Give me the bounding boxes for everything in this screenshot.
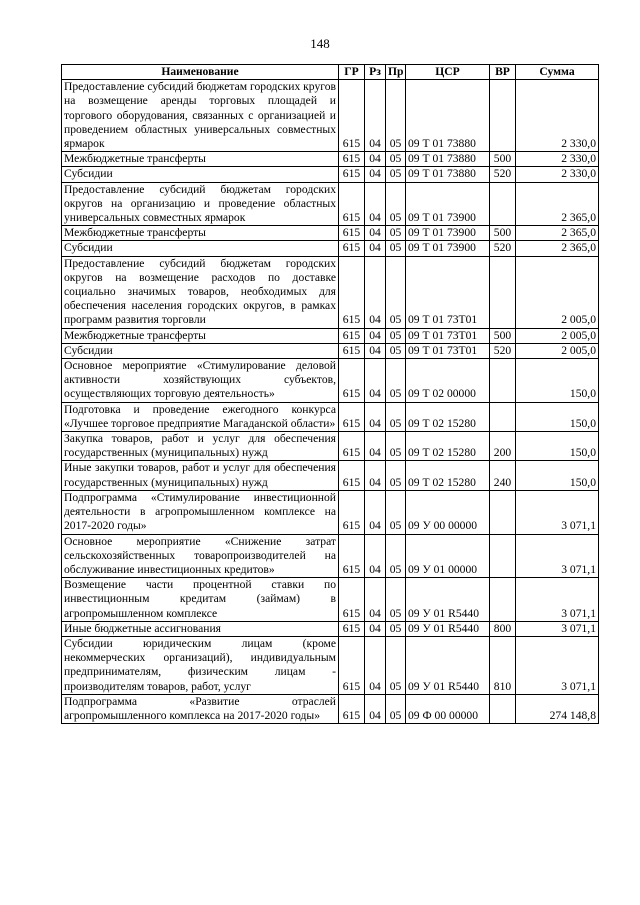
cell-csr: 09 Т 01 73900 bbox=[406, 226, 490, 241]
cell-rz: 04 bbox=[365, 359, 386, 403]
cell-pr: 05 bbox=[386, 534, 406, 578]
cell-name: Предоставление субсидий бюджетам городских округов на организацию и проведение областных универсальных совместных ярмарок bbox=[62, 182, 339, 226]
cell-name: Основное мероприятие «Стимулирование деловой активности хозяйствующих субъектов, осуществляющих торговую деятельность» bbox=[62, 359, 339, 403]
cell-rz: 04 bbox=[365, 80, 386, 152]
cell-name: Предоставление субсидий бюджетам городских кругов на возмещение аренды торговых площадей и торгового оборудования, связанных с организацией и проведением областных универсальных совместных ярмарок bbox=[62, 80, 339, 152]
cell-rz: 04 bbox=[365, 636, 386, 694]
cell-sum: 3 071,1 bbox=[516, 636, 599, 694]
page-number: 148 bbox=[310, 36, 330, 51]
cell-gr: 615 bbox=[339, 256, 365, 328]
cell-csr: 09 Т 01 73880 bbox=[406, 80, 490, 152]
cell-sum: 150,0 bbox=[516, 461, 599, 490]
cell-rz: 04 bbox=[365, 241, 386, 256]
table-row bbox=[62, 694, 599, 723]
cell-rz: 04 bbox=[365, 578, 386, 622]
cell-gr: 615 bbox=[339, 182, 365, 226]
cell-pr: 05 bbox=[386, 621, 406, 636]
table-row bbox=[62, 167, 599, 182]
table-row bbox=[62, 621, 599, 636]
cell-pr: 05 bbox=[386, 226, 406, 241]
cell-gr: 615 bbox=[339, 80, 365, 152]
cell-vr bbox=[490, 490, 516, 534]
cell-name: Межбюджетные трансферты bbox=[62, 328, 339, 343]
cell-pr: 05 bbox=[386, 182, 406, 226]
cell-csr: 09 У 00 00000 bbox=[406, 490, 490, 534]
table-row bbox=[62, 578, 599, 622]
cell-csr: 09 Т 01 73Т01 bbox=[406, 343, 490, 358]
cell-sum: 2 330,0 bbox=[516, 80, 599, 152]
cell-name: Подпрограмма «Развитие отраслей агропромышленного комплекса на 2017-2020 годы» bbox=[62, 694, 339, 723]
table-row bbox=[62, 80, 599, 152]
cell-vr: 500 bbox=[490, 226, 516, 241]
cell-name: Основное мероприятие «Снижение затрат сельскохозяйственных товаропроизводителей на обслуживание инвестиционных кредитов» bbox=[62, 534, 339, 578]
cell-gr: 615 bbox=[339, 152, 365, 167]
budget-table bbox=[61, 64, 599, 724]
table-row bbox=[62, 241, 599, 256]
cell-rz: 04 bbox=[365, 182, 386, 226]
cell-vr: 520 bbox=[490, 241, 516, 256]
table-row bbox=[62, 461, 599, 490]
header-name: Наименование bbox=[62, 65, 339, 80]
cell-sum: 2 005,0 bbox=[516, 343, 599, 358]
cell-csr: 09 У 01 00000 bbox=[406, 534, 490, 578]
cell-gr: 615 bbox=[339, 490, 365, 534]
cell-rz: 04 bbox=[365, 226, 386, 241]
cell-name: Межбюджетные трансферты bbox=[62, 226, 339, 241]
cell-name: Субсидии bbox=[62, 167, 339, 182]
cell-csr: 09 У 01 R5440 bbox=[406, 636, 490, 694]
cell-vr bbox=[490, 534, 516, 578]
cell-sum: 150,0 bbox=[516, 432, 599, 461]
header-pr: Пр bbox=[386, 65, 406, 80]
cell-vr: 500 bbox=[490, 328, 516, 343]
cell-pr: 05 bbox=[386, 241, 406, 256]
cell-vr bbox=[490, 402, 516, 431]
table-row bbox=[62, 152, 599, 167]
cell-sum: 3 071,1 bbox=[516, 490, 599, 534]
table-row bbox=[62, 256, 599, 328]
header-csr: ЦСР bbox=[406, 65, 490, 80]
cell-rz: 04 bbox=[365, 490, 386, 534]
cell-gr: 615 bbox=[339, 343, 365, 358]
table-row bbox=[62, 402, 599, 431]
cell-name: Закупка товаров, работ и услуг для обеспечения государственных (муниципальных) нужд bbox=[62, 432, 339, 461]
cell-sum: 2 365,0 bbox=[516, 226, 599, 241]
cell-gr: 615 bbox=[339, 694, 365, 723]
table-row bbox=[62, 182, 599, 226]
cell-sum: 2 365,0 bbox=[516, 241, 599, 256]
table-row bbox=[62, 359, 599, 403]
cell-vr bbox=[490, 80, 516, 152]
cell-pr: 05 bbox=[386, 402, 406, 431]
cell-csr: 09 Т 01 73900 bbox=[406, 182, 490, 226]
cell-sum: 150,0 bbox=[516, 359, 599, 403]
cell-vr bbox=[490, 578, 516, 622]
cell-pr: 05 bbox=[386, 80, 406, 152]
cell-csr: 09 У 01 R5440 bbox=[406, 578, 490, 622]
cell-pr: 05 bbox=[386, 461, 406, 490]
cell-name: Иные бюджетные ассигнования bbox=[62, 621, 339, 636]
cell-csr: 09 Ф 00 00000 bbox=[406, 694, 490, 723]
cell-sum: 3 071,1 bbox=[516, 534, 599, 578]
cell-sum: 150,0 bbox=[516, 402, 599, 431]
cell-gr: 615 bbox=[339, 328, 365, 343]
cell-csr: 09 Т 02 15280 bbox=[406, 402, 490, 431]
cell-name: Субсидии юридическим лицам (кроме некоммерческих организаций), индивидуальным предпринимателям, физическим лицам - производителям товаров, работ, услуг bbox=[62, 636, 339, 694]
cell-gr: 615 bbox=[339, 534, 365, 578]
cell-csr: 09 У 01 R5440 bbox=[406, 621, 490, 636]
cell-sum: 3 071,1 bbox=[516, 621, 599, 636]
table-row bbox=[62, 343, 599, 358]
cell-pr: 05 bbox=[386, 359, 406, 403]
cell-name: Возмещение части процентной ставки по инвестиционным кредитам (займам) в агропромышленном комплексе bbox=[62, 578, 339, 622]
cell-csr: 09 Т 01 73Т01 bbox=[406, 328, 490, 343]
cell-pr: 05 bbox=[386, 152, 406, 167]
cell-gr: 615 bbox=[339, 636, 365, 694]
cell-sum: 2 330,0 bbox=[516, 152, 599, 167]
cell-gr: 615 bbox=[339, 621, 365, 636]
header-sum: Сумма bbox=[516, 65, 599, 80]
cell-rz: 04 bbox=[365, 621, 386, 636]
cell-gr: 615 bbox=[339, 359, 365, 403]
cell-name: Подготовка и проведение ежегодного конкурса «Лучшее торговое предприятие Магаданской области» bbox=[62, 402, 339, 431]
cell-vr: 500 bbox=[490, 152, 516, 167]
cell-vr: 520 bbox=[490, 343, 516, 358]
cell-vr: 200 bbox=[490, 432, 516, 461]
cell-pr: 05 bbox=[386, 490, 406, 534]
cell-name: Межбюджетные трансферты bbox=[62, 152, 339, 167]
cell-gr: 615 bbox=[339, 461, 365, 490]
cell-name: Субсидии bbox=[62, 241, 339, 256]
cell-gr: 615 bbox=[339, 432, 365, 461]
table-row bbox=[62, 328, 599, 343]
cell-pr: 05 bbox=[386, 432, 406, 461]
cell-csr: 09 Т 01 73880 bbox=[406, 167, 490, 182]
cell-sum: 2 365,0 bbox=[516, 182, 599, 226]
cell-pr: 05 bbox=[386, 343, 406, 358]
cell-vr: 800 bbox=[490, 621, 516, 636]
cell-rz: 04 bbox=[365, 534, 386, 578]
cell-sum: 3 071,1 bbox=[516, 578, 599, 622]
cell-sum: 2 005,0 bbox=[516, 256, 599, 328]
cell-csr: 09 Т 02 15280 bbox=[406, 461, 490, 490]
cell-gr: 615 bbox=[339, 226, 365, 241]
header-rz: Рз bbox=[365, 65, 386, 80]
cell-csr: 09 Т 02 00000 bbox=[406, 359, 490, 403]
cell-csr: 09 Т 01 73Т01 bbox=[406, 256, 490, 328]
cell-sum: 274 148,8 bbox=[516, 694, 599, 723]
cell-pr: 05 bbox=[386, 636, 406, 694]
cell-rz: 04 bbox=[365, 167, 386, 182]
header-vr: ВР bbox=[490, 65, 516, 80]
table-row bbox=[62, 432, 599, 461]
cell-pr: 05 bbox=[386, 328, 406, 343]
cell-gr: 615 bbox=[339, 578, 365, 622]
cell-sum: 2 005,0 bbox=[516, 328, 599, 343]
cell-vr bbox=[490, 359, 516, 403]
table-row bbox=[62, 490, 599, 534]
cell-vr: 520 bbox=[490, 167, 516, 182]
cell-pr: 05 bbox=[386, 256, 406, 328]
cell-gr: 615 bbox=[339, 241, 365, 256]
cell-rz: 04 bbox=[365, 402, 386, 431]
cell-gr: 615 bbox=[339, 167, 365, 182]
cell-name: Подпрограмма «Стимулирование инвестиционной деятельности в агропромышленном комплексе на 2017-2020 годы» bbox=[62, 490, 339, 534]
cell-csr: 09 Т 01 73880 bbox=[406, 152, 490, 167]
cell-vr: 240 bbox=[490, 461, 516, 490]
table-row bbox=[62, 226, 599, 241]
cell-rz: 04 bbox=[365, 256, 386, 328]
cell-name: Иные закупки товаров, работ и услуг для обеспечения государственных (муниципальных) нужд bbox=[62, 461, 339, 490]
cell-rz: 04 bbox=[365, 694, 386, 723]
cell-gr: 615 bbox=[339, 402, 365, 431]
cell-vr bbox=[490, 694, 516, 723]
cell-rz: 04 bbox=[365, 432, 386, 461]
cell-rz: 04 bbox=[365, 152, 386, 167]
cell-vr bbox=[490, 182, 516, 226]
cell-csr: 09 Т 01 73900 bbox=[406, 241, 490, 256]
table-row bbox=[62, 636, 599, 694]
cell-rz: 04 bbox=[365, 461, 386, 490]
cell-name: Субсидии bbox=[62, 343, 339, 358]
cell-pr: 05 bbox=[386, 694, 406, 723]
cell-sum: 2 330,0 bbox=[516, 167, 599, 182]
table-row bbox=[62, 534, 599, 578]
cell-pr: 05 bbox=[386, 167, 406, 182]
cell-pr: 05 bbox=[386, 578, 406, 622]
cell-name: Предоставление субсидий бюджетам городских округов на возмещение расходов по доставке социально значимых товаров, необходимых для обеспечения населения городских округов, в рамках программ развития торговли bbox=[62, 256, 339, 328]
cell-rz: 04 bbox=[365, 343, 386, 358]
table-header-row bbox=[62, 65, 599, 80]
cell-csr: 09 Т 02 15280 bbox=[406, 432, 490, 461]
cell-vr bbox=[490, 256, 516, 328]
cell-rz: 04 bbox=[365, 328, 386, 343]
header-gr: ГР bbox=[339, 65, 365, 80]
cell-vr: 810 bbox=[490, 636, 516, 694]
